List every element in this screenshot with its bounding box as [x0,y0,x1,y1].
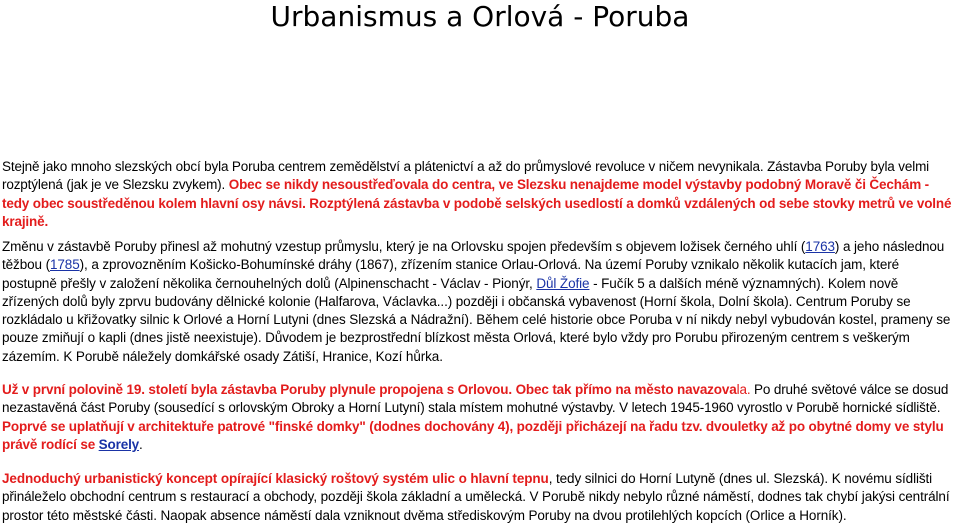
paragraph-history-intro [2,158,952,231]
paragraph3-emphasis-1b: la. [736,382,751,397]
paragraph3-text-end: . [139,436,143,452]
paragraph1-emphasis: Obec se nikdy nesoustřeďovala do centra, ve Slezsku nenajdeme model výstavby podobný Moravě či Čechám - tedy obec soustředěnou kolem hlavní osy návsi. Rozptýlená zástavba v podobě selských usedlostí a domků vzdálených od sebe stovky metrů ve volné krajině. [2,177,952,229]
paragraph3-emphasis-2: Poprvé se uplatňují v architektuře patrové "finské domky" (dodnes dochovány 4), později přicházejí na řadu tzv. dvouletky až po obytné domy ve stylu právě rodící se [2,418,944,452]
year-1763-link[interactable]: 1763 [805,239,835,254]
year-1785-link[interactable]: 1785 [49,257,80,273]
page-title: Urbanismus a Orlová - Poruba [270,0,690,33]
paragraph2-text-3: ), a zprovozněním Košicko-Bohumínské dráhy (1867), zřízením stanice Orlau-Orlová. Na území Poruby vznikalo několik kutacích jam, které postupně přešly v založení několika černouhelných dolů (Alpinenschacht - Václav - Pionýr, [2,257,900,291]
paragraph4-text: , tedy silnici do Horní Lutyně (dnes ul. Slezská). K novému sídlišti přináleželo obchodní centrum s restaurací a obchody, později škola základní a umělecká. V Porubě nikdy nebylo různé náměstí, dodnes tak chybí jakýsi centrální prostor této městské části. Naopak absence náměstí dala vzniknout dvěma střediskovým Poruby na dvou protilehlých kopcích (Orlice a Horník). [2,471,950,523]
paragraph-urban-concept [2,470,952,523]
paragraph-postwar-construction [2,381,952,454]
paragraph2-text-4: - Fučík 5 a dalších méně významných). Kolem nově zřízených dolů byly zprvu budovány dělnické kolonie (Halfarova, Václavka...) později i občanská vybavenost (Horní škola, Dolní škola). Centrum Poruby se rozkládalo u křižovatky silnic k Orlové a Horní Lutyni (dnes Slezská a Nádražní). Během celé historie obce Poruba v ní nikdy nebyl vybudován kostel, prameny se pouze zmiňují o kapli (dnes jistě neexistuje). Důvodem je bezprostřední blízkost města Orlová, které bylo vždy pro Porubu přirozeným centrem s veškerým zázemím. K Porubě náležely domkářské osady Zátiší, Hranice, Kozí hůrka. [2,275,951,364]
paragraph2-text-2: ) a jeho následnou těžbou ( [2,239,945,273]
sorely-link[interactable]: Sorely [98,436,140,452]
paragraph3-emphasis-1: Už v první polovině 19. století byla zástavba Poruby plynule propojena s Orlovou. Obec tak přímo na město navazova [2,382,737,397]
paragraph3-text-2: Po druhé světové válce se dosud nezastavěná část Poruby (sousedící s orlovským Obroky a Horní Lutyní) stala místem mohutné výstavby. V letech 1945-1960 vyrostlo v Porubě hornické sídliště. [2,382,949,416]
paragraph2-text-1: Změnu v zástavbě Poruby přinesl až mohutný vzestup průmyslu, který je na Orlovsku spojen především s objevem ložisek černého uhlí ( [2,239,806,254]
dul-zofie-link[interactable]: Důl Žofie [536,275,590,291]
paragraph1-text-a: Stejně jako mnoho slezských obcí byla Poruba centrem zemědělství a plátenictví a až do průmyslové revoluce v ničem nevynikala. Zástavba Poruby byla velmi rozptýlená (jak je ve Slezsku zvykem). [2,159,930,193]
paragraph-industrial-development [2,238,952,366]
paragraph4-emphasis: Jednoduchý urbanistický koncept opírající klasický roštový systém ulic o hlavní tepnu [2,471,549,486]
